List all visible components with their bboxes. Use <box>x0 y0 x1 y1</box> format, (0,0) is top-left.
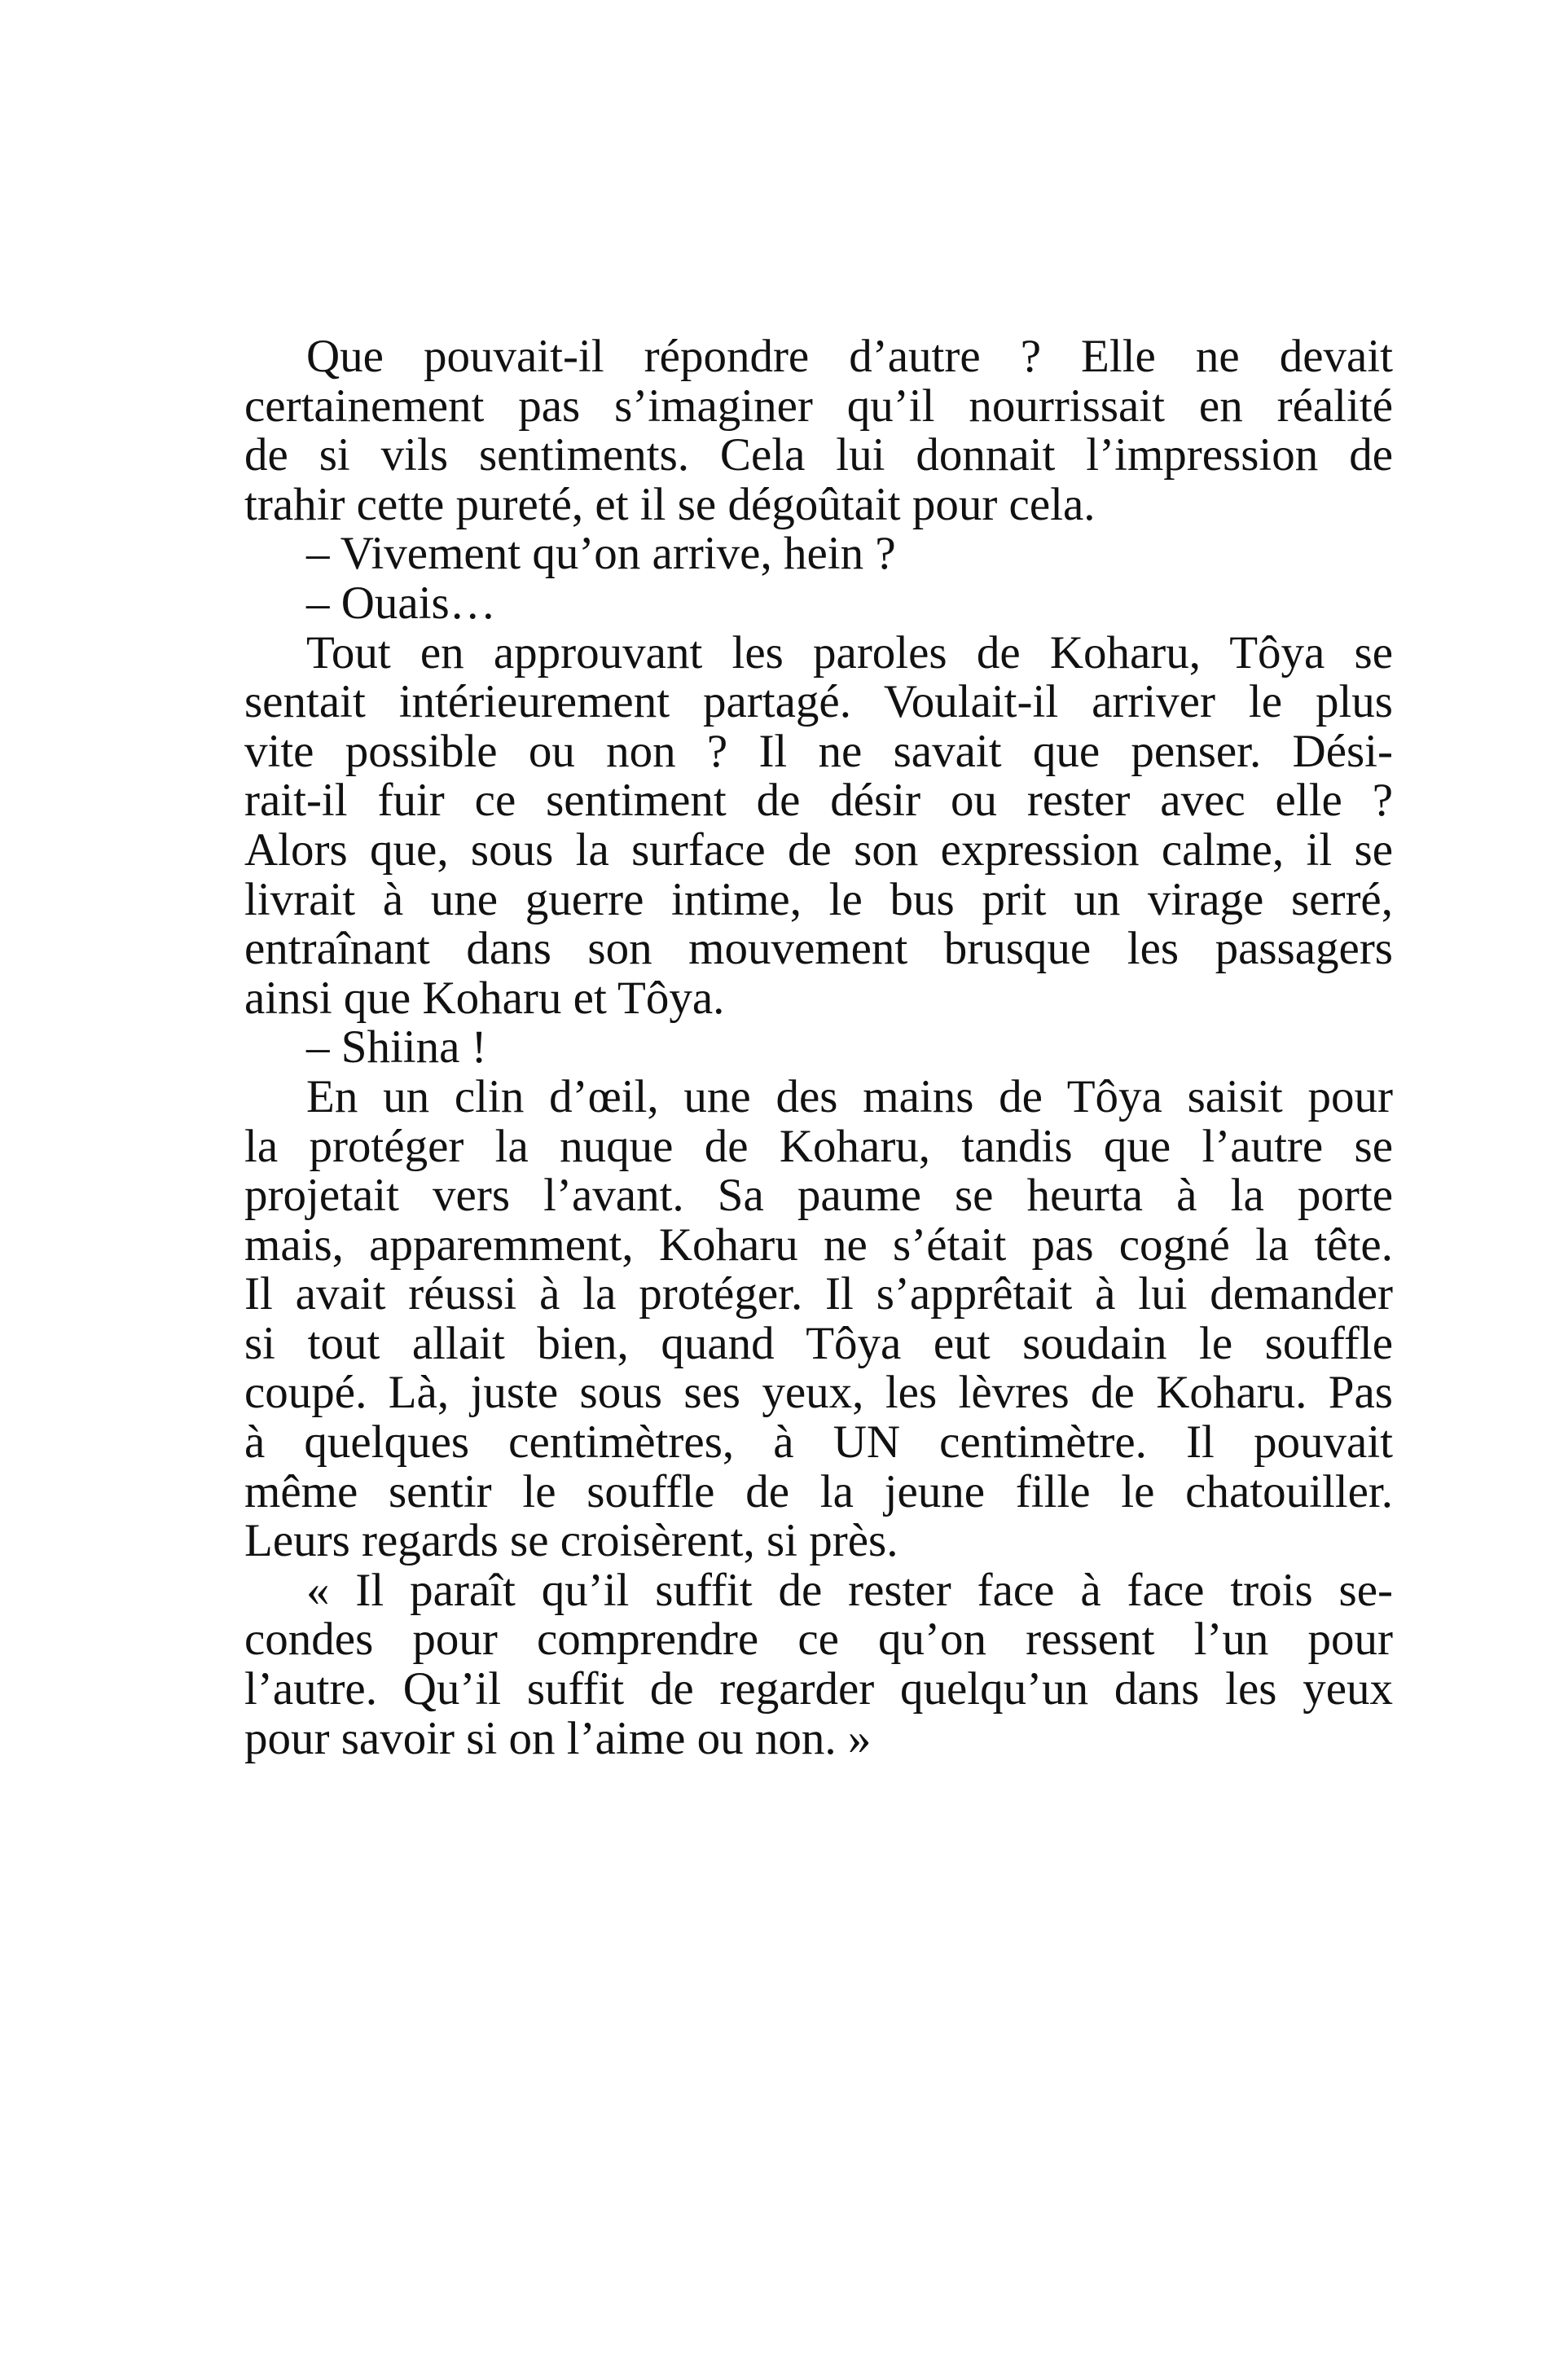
text-line: livrait à une guerre intime, le bus prit un virage serré, <box>244 873 1393 925</box>
text-paragraph <box>244 332 1393 529</box>
text-line: coupé. Là, juste sous ses yeux, les lèvres de Koharu. Pas <box>244 1367 1393 1419</box>
text-line: Leurs regards se croisèrent, si près. <box>244 1515 898 1567</box>
text-line: Tout en approuvant les paroles de Koharu, Tôya se <box>306 626 1393 678</box>
text-line: sentait intérieurement partagé. Voulait-il arriver le plus <box>244 676 1393 728</box>
text-line: la protéger la nuque de Koharu, tandis que l’autre se <box>244 1120 1393 1172</box>
text-line: condes pour comprendre ce qu’on ressent l’un pour <box>244 1614 1393 1666</box>
text-line: Alors que, sous la surface de son expression calme, il se <box>244 823 1393 876</box>
text-line: même sentir le souffle de la jeune fille le chatouiller. <box>244 1465 1393 1517</box>
text-line: ainsi que Koharu et Tôya. <box>244 972 725 1024</box>
text-line: certainement pas s’imaginer qu’il nourrissait en réalité <box>244 380 1393 432</box>
text-line: Il avait réussi à la protéger. Il s’apprêtait à lui demander <box>244 1268 1393 1320</box>
text-line: En un clin d’œil, une des mains de Tôya saisit pour <box>306 1070 1393 1122</box>
text-line: à quelques centimètres, à UN centimètre. Il pouvait <box>244 1416 1393 1469</box>
quote-paragraph <box>244 1566 1393 1763</box>
text-line: projetait vers l’avant. Sa paume se heurta à la porte <box>244 1170 1393 1222</box>
text-paragraph <box>244 626 1393 1024</box>
book-page <box>244 332 1393 1763</box>
text-line: pour savoir si on l’aime ou non. » <box>244 1712 872 1764</box>
text-line: – Shiina ! <box>306 1021 487 1074</box>
text-line: si tout allait bien, quand Tôya eut soudain le souffle <box>244 1317 1393 1369</box>
text-line: de si vils sentiments. Cela lui donnait l’impression de <box>244 429 1393 481</box>
text-line: entraînant dans son mouvement brusque les passagers <box>244 923 1393 975</box>
dialogue-paragraph <box>244 529 1393 579</box>
text-line: mais, apparemment, Koharu ne s’était pas cogné la tête. <box>244 1219 1393 1271</box>
text-line: vite possible ou non ? Il ne savait que penser. Dési- <box>244 725 1393 777</box>
text-line: rait-il fuir ce sentiment de désir ou rester avec elle ? <box>244 775 1393 827</box>
text-paragraph <box>244 1070 1393 1567</box>
text-line: l’autre. Qu’il suffit de regarder quelqu’un dans les yeux <box>244 1663 1393 1715</box>
text-line: – Ouais… <box>306 577 496 629</box>
text-line: – Vivement qu’on arrive, hein ? <box>306 528 896 580</box>
dialogue-paragraph <box>244 579 1393 629</box>
text-line: Que pouvait-il répondre d’autre ? Elle ne devait <box>306 331 1393 382</box>
text-line: « Il paraît qu’il suffit de rester face à face trois se- <box>306 1564 1393 1616</box>
dialogue-paragraph <box>244 1023 1393 1073</box>
text-line: trahir cette pureté, et il se dégoûtait pour cela. <box>244 478 1096 530</box>
